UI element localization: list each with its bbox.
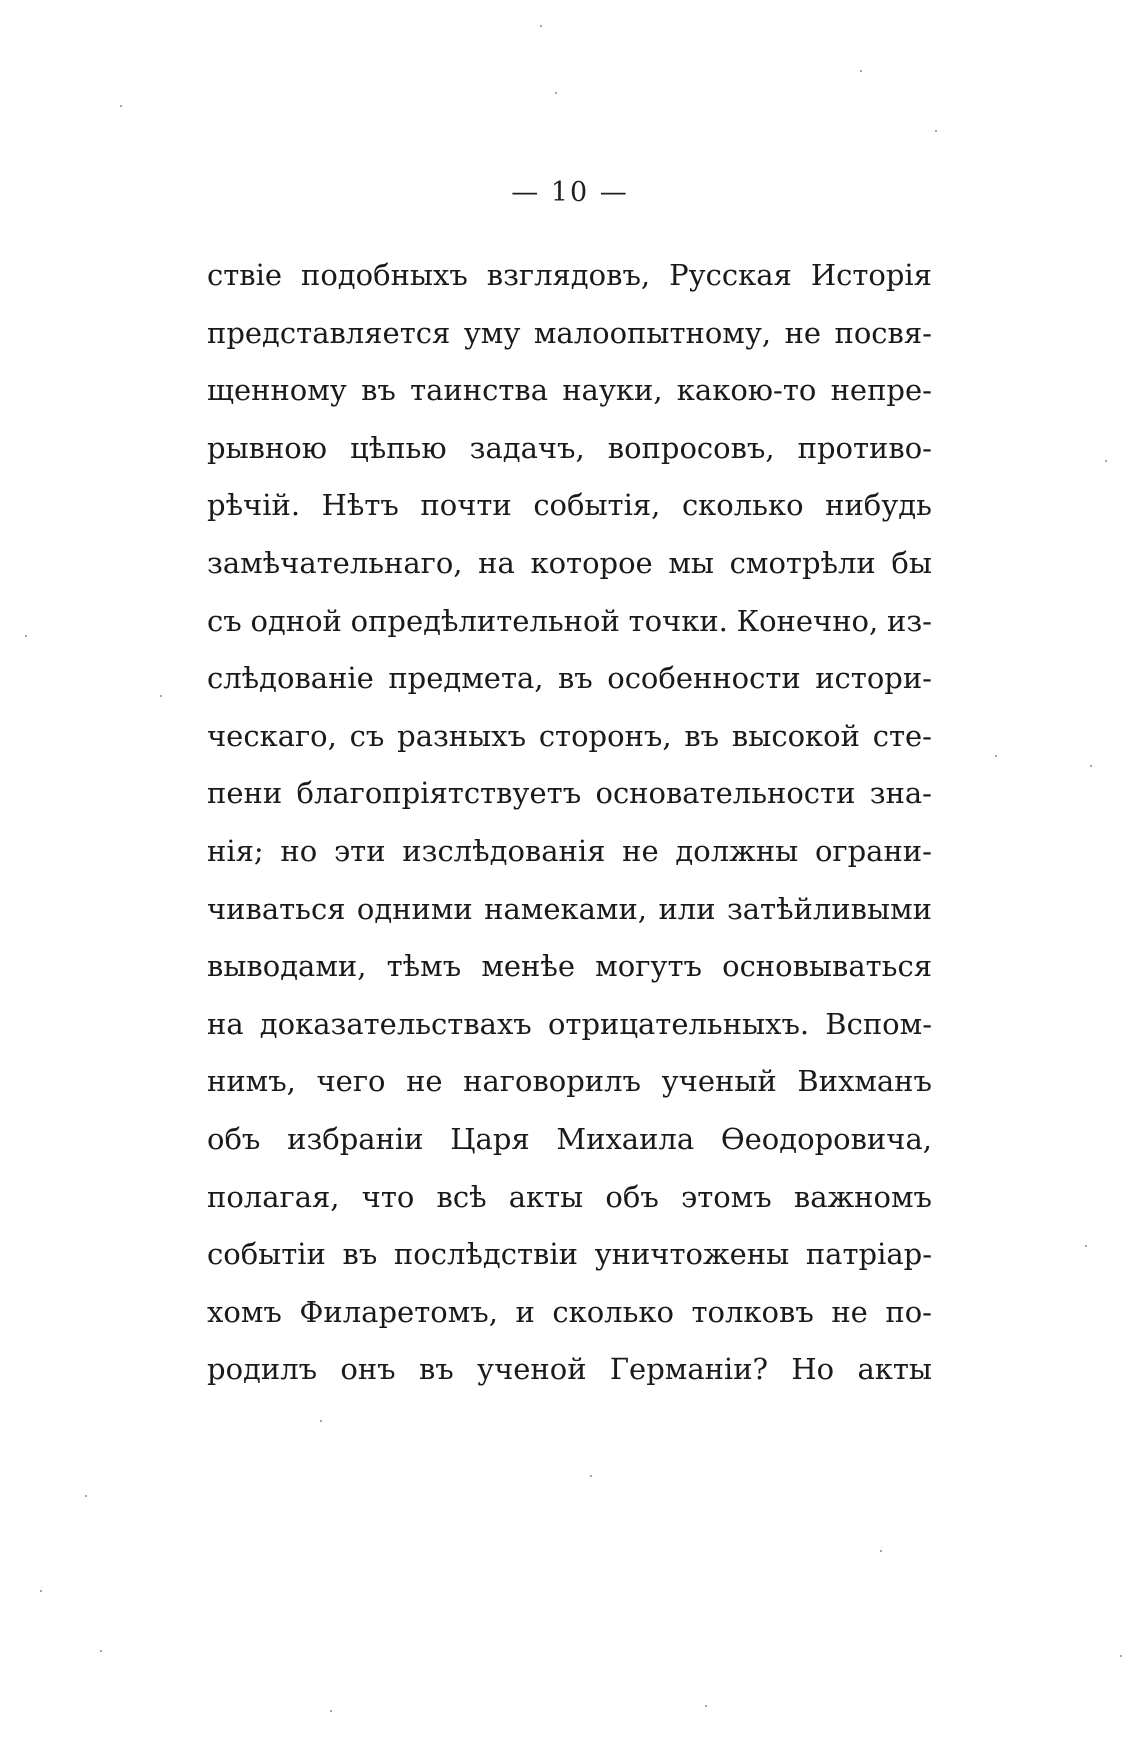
text-line: нимъ, чего не наговорилъ ученый Вихманъ bbox=[207, 1064, 932, 1099]
text-line: хомъ Филаретомъ, и сколько толковъ не по- bbox=[207, 1294, 932, 1329]
text-line: событіи въ послѣдствіи уничтожены патріар- bbox=[207, 1237, 932, 1272]
page-number: — 10 — bbox=[511, 177, 629, 208]
paper-speck bbox=[590, 1475, 592, 1477]
paper-speck bbox=[160, 695, 162, 697]
paper-speck bbox=[25, 635, 27, 637]
body-text bbox=[207, 247, 932, 1399]
text-line: съ одной опредѣлительной точки. Конечно, из- bbox=[207, 603, 932, 638]
text-line: замѣчательнаго, на которое мы смотрѣли бы bbox=[207, 545, 932, 580]
text-line: рывною цѣпью задачъ, вопросовъ, противо- bbox=[207, 430, 932, 465]
paper-speck bbox=[330, 1710, 332, 1712]
text-line: чиваться одними намеками, или затѣйливыми bbox=[207, 891, 932, 926]
text-line: слѣдованіе предмета, въ особенности истори- bbox=[207, 661, 932, 696]
text-line: рѣчій. Нѣтъ почти событія, сколько нибудь bbox=[207, 488, 932, 523]
paper-speck bbox=[555, 92, 557, 94]
paper-speck bbox=[1105, 460, 1107, 462]
paper-speck bbox=[935, 130, 937, 132]
paper-speck bbox=[1120, 1655, 1122, 1657]
text-line: нія; но эти изслѣдованія не должны ограни- bbox=[207, 833, 932, 868]
paper-speck bbox=[540, 25, 542, 27]
paper-speck bbox=[85, 1495, 87, 1497]
text-line: щенному въ таинства науки, какою-то непре- bbox=[207, 373, 932, 408]
text-line: полагая, что всѣ акты объ этомъ важномъ bbox=[207, 1179, 932, 1214]
paper-speck bbox=[995, 755, 997, 757]
paper-speck bbox=[1090, 765, 1092, 767]
paper-speck bbox=[860, 70, 862, 72]
paper-speck bbox=[120, 105, 122, 107]
paper-speck bbox=[320, 1420, 322, 1422]
paper-speck bbox=[705, 1705, 707, 1707]
text-line: родилъ онъ въ ученой Германіи? Но акты bbox=[207, 1352, 932, 1387]
text-line: пени благопріятствуетъ основательности зна- bbox=[207, 776, 932, 811]
text-line: ствіе подобныхъ взглядовъ, Русская Исторія bbox=[207, 258, 932, 292]
text-line: на доказательствахъ отрицательныхъ. Вспом- bbox=[207, 1006, 932, 1041]
paper-speck bbox=[40, 1590, 42, 1592]
text-line: объ избраніи Царя Михаила Ѳеодоровича, bbox=[207, 1121, 932, 1156]
text-line: ческаго, съ разныхъ сторонъ, въ высокой сте- bbox=[207, 718, 932, 753]
paper-speck bbox=[880, 1550, 882, 1552]
paper-speck bbox=[100, 1650, 102, 1652]
text-line: выводами, тѣмъ менѣе могутъ основываться bbox=[207, 949, 932, 984]
paper-speck bbox=[1085, 1245, 1087, 1247]
text-line: представляется уму малоопытному, не посвя- bbox=[207, 315, 932, 350]
